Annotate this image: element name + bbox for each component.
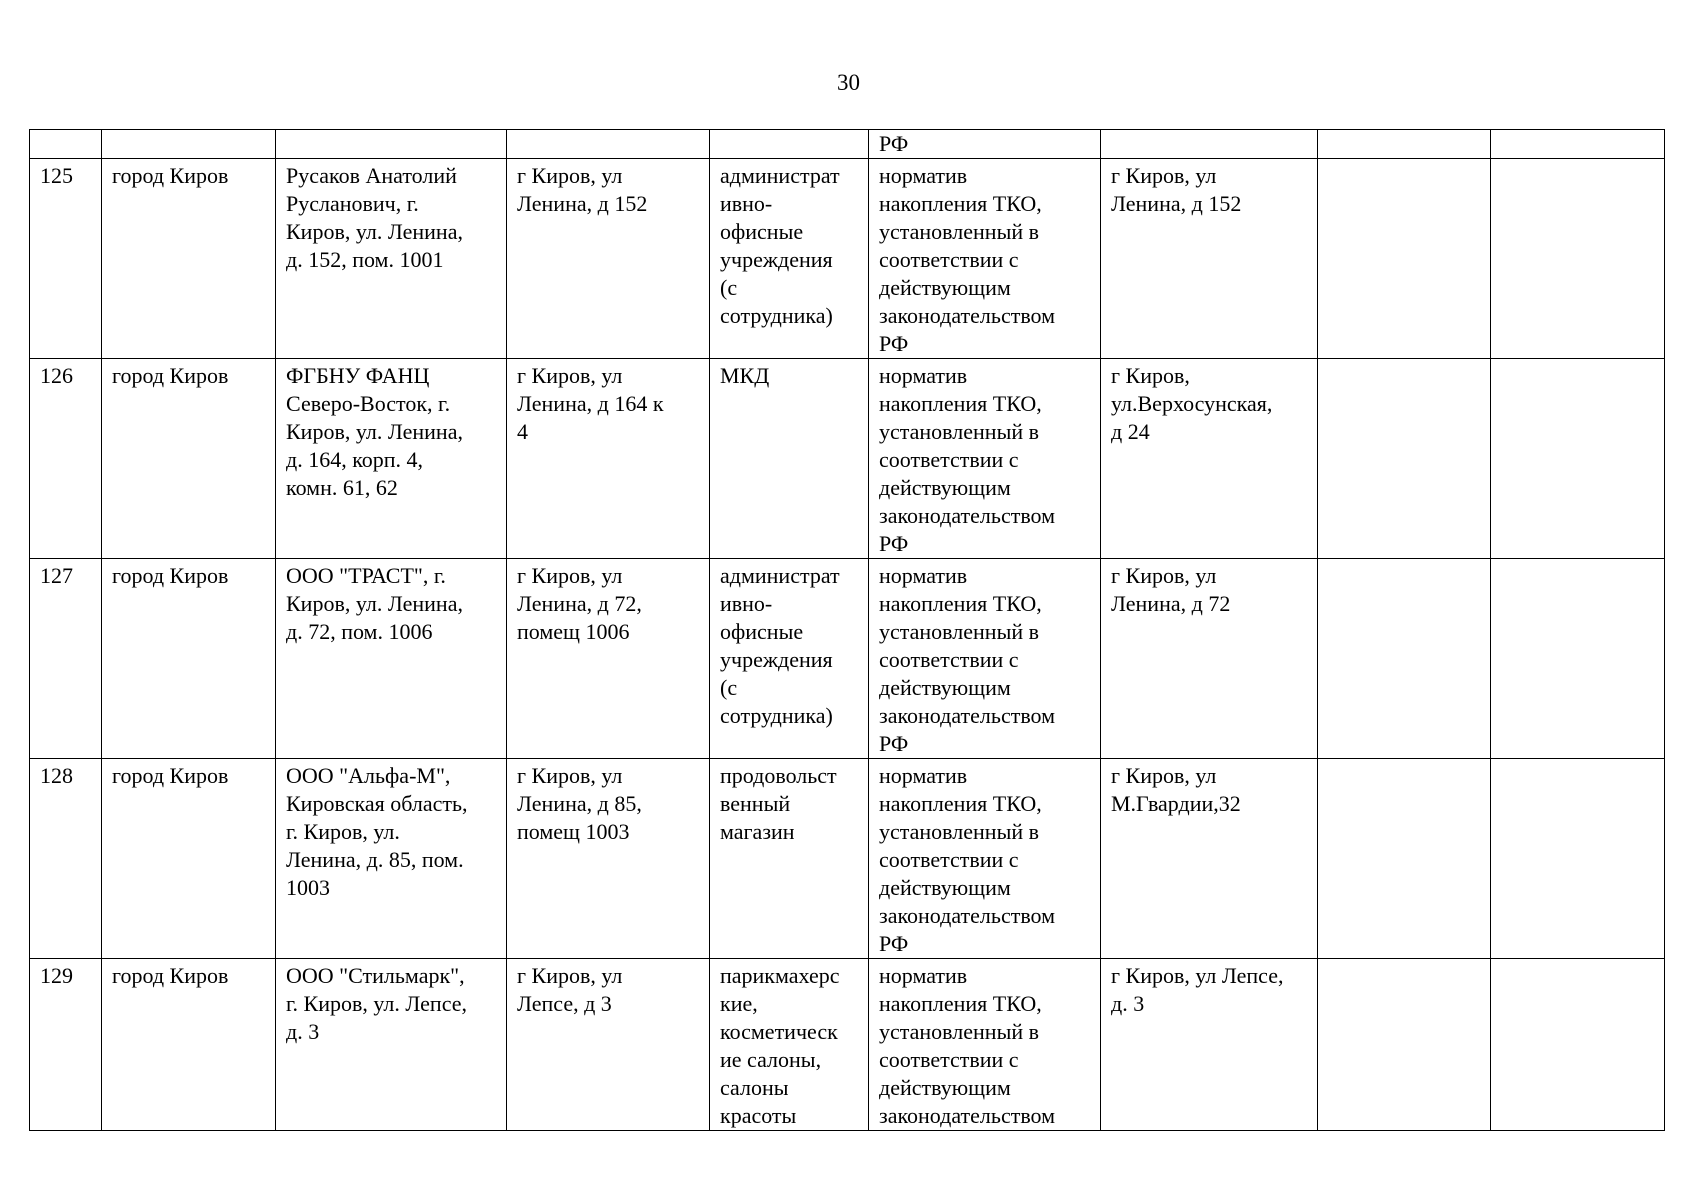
cell-object-type: администрат ивно- офисные учреждения (с сотрудника): [710, 159, 869, 359]
cell-empty-1: [1318, 559, 1491, 759]
table-row: [30, 359, 1665, 559]
cell-number: 126: [30, 359, 102, 559]
cell-empty-2: [1491, 559, 1665, 759]
registry-table: [29, 129, 1665, 1131]
cell-address: г Киров, ул Ленина, д 164 к 4: [507, 359, 710, 559]
table-body: [30, 130, 1665, 1131]
cell-empty-1: [1318, 959, 1491, 1131]
cell-owner: ФГБНУ ФАНЦ Северо-Восток, г. Киров, ул. Ленина, д. 164, корп. 4, комн. 61, 62: [276, 359, 507, 559]
cell-site-address: г Киров, ул.Верхосунская, д 24: [1101, 359, 1318, 559]
cell-empty-1: [1318, 359, 1491, 559]
cell-settlement: город Киров: [102, 959, 276, 1131]
cell-object-type: [710, 130, 869, 159]
cell-empty-1: [1318, 130, 1491, 159]
cell-address: г Киров, ул Ленина, д 152: [507, 159, 710, 359]
cell-site-address: г Киров, ул Ленина, д 72: [1101, 559, 1318, 759]
cell-empty-1: [1318, 759, 1491, 959]
cell-owner: ООО "Стильмарк", г. Киров, ул. Лепсе, д. 3: [276, 959, 507, 1131]
cell-number: 128: [30, 759, 102, 959]
cell-site-address: г Киров, ул Лепсе, д. 3: [1101, 959, 1318, 1131]
cell-settlement: [102, 130, 276, 159]
cell-owner: ООО "Альфа-М", Кировская область, г. Киров, ул. Ленина, д. 85, пом. 1003: [276, 759, 507, 959]
cell-address: [507, 130, 710, 159]
table-row: [30, 159, 1665, 359]
cell-norm: норматив накопления ТКО, установленный в соответствии с действующим законодательством РФ: [869, 559, 1101, 759]
cell-address: г Киров, ул Ленина, д 85, помещ 1003: [507, 759, 710, 959]
cell-number: 129: [30, 959, 102, 1131]
cell-number: 125: [30, 159, 102, 359]
cell-norm: РФ: [869, 130, 1101, 159]
cell-address: г Киров, ул Ленина, д 72, помещ 1006: [507, 559, 710, 759]
cell-object-type: продовольст венный магазин: [710, 759, 869, 959]
cell-norm: норматив накопления ТКО, установленный в соответствии с действующим законодательством: [869, 959, 1101, 1131]
cell-settlement: город Киров: [102, 159, 276, 359]
cell-empty-1: [1318, 159, 1491, 359]
cell-object-type: МКД: [710, 359, 869, 559]
cell-settlement: город Киров: [102, 759, 276, 959]
cell-settlement: город Киров: [102, 359, 276, 559]
cell-settlement: город Киров: [102, 559, 276, 759]
cell-address: г Киров, ул Лепсе, д 3: [507, 959, 710, 1131]
cell-number: 127: [30, 559, 102, 759]
page-number: 30: [837, 70, 860, 95]
cell-norm: норматив накопления ТКО, установленный в соответствии с действующим законодательством РФ: [869, 759, 1101, 959]
cell-site-address: [1101, 130, 1318, 159]
cell-norm: норматив накопления ТКО, установленный в соответствии с действующим законодательством РФ: [869, 159, 1101, 359]
cell-owner: ООО "ТРАСТ", г. Киров, ул. Ленина, д. 72, пом. 1006: [276, 559, 507, 759]
table-row: [30, 559, 1665, 759]
cell-norm: норматив накопления ТКО, установленный в соответствии с действующим законодательством РФ: [869, 359, 1101, 559]
table-row: [30, 759, 1665, 959]
cell-site-address: г Киров, ул М.Гвардии,32: [1101, 759, 1318, 959]
cell-object-type: парикмахерс кие, косметическ ие салоны, салоны красоты: [710, 959, 869, 1131]
cell-site-address: г Киров, ул Ленина, д 152: [1101, 159, 1318, 359]
cell-empty-2: [1491, 359, 1665, 559]
cell-owner: Русаков Анатолий Русланович, г. Киров, ул. Ленина, д. 152, пом. 1001: [276, 159, 507, 359]
cell-number: [30, 130, 102, 159]
table-row-continuation: [30, 130, 1665, 159]
cell-owner: [276, 130, 507, 159]
table-row: [30, 959, 1665, 1131]
cell-empty-2: [1491, 759, 1665, 959]
cell-empty-2: [1491, 959, 1665, 1131]
cell-empty-2: [1491, 130, 1665, 159]
cell-empty-2: [1491, 159, 1665, 359]
cell-object-type: администрат ивно- офисные учреждения (с сотрудника): [710, 559, 869, 759]
